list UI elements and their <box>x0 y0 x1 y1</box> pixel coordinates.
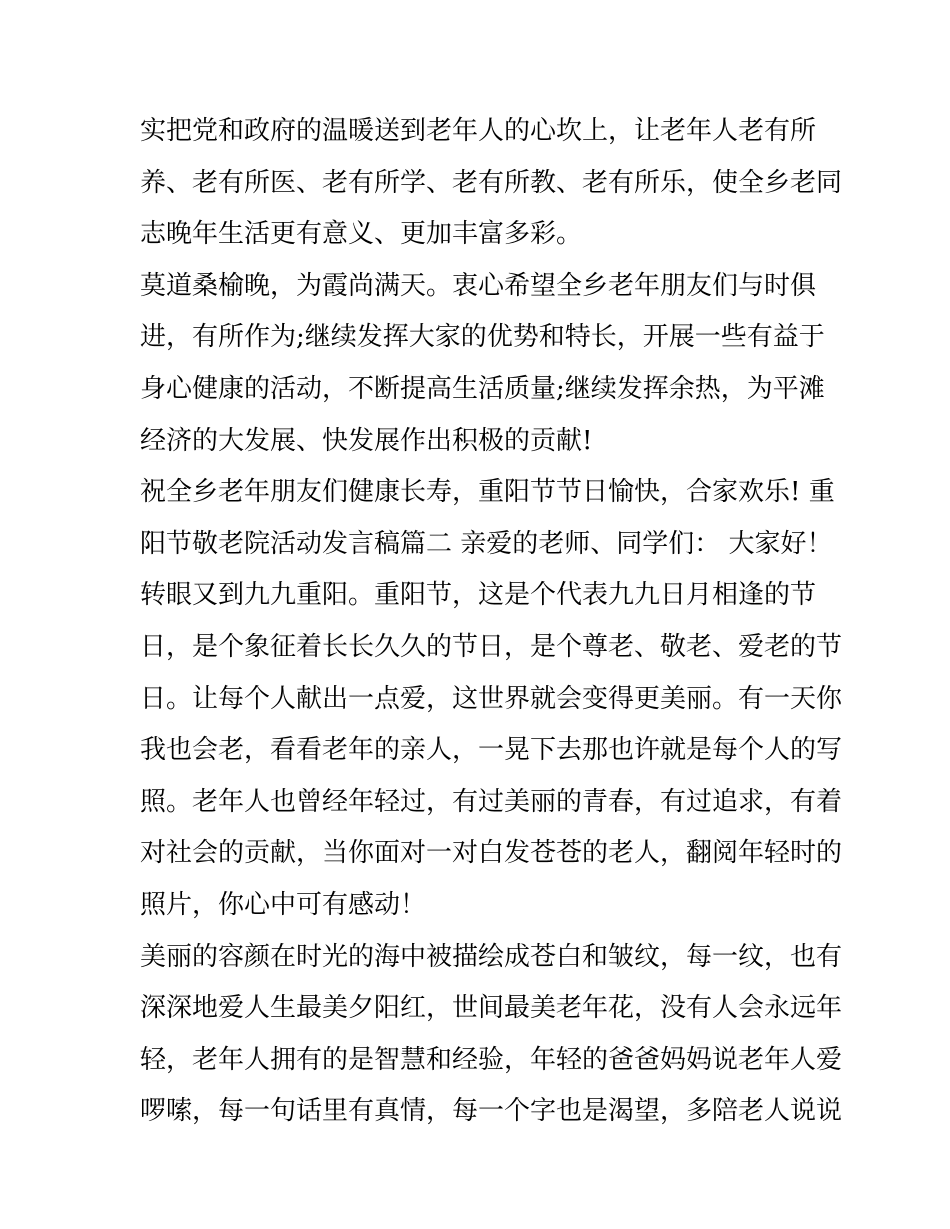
text-line: 对社会的贡献，当你面对一对白发苍苍的老人，翻阅年轻时的 <box>140 838 843 869</box>
text-line: 身心健康的活动，不断提高生活质量;继续发挥余热，为平滩 <box>140 373 825 404</box>
text-line: 照。老年人也曾经年轻过，有过美丽的青春，有过追求，有着 <box>140 786 843 817</box>
text-line: 深深地爱人生最美夕阳红，世间最美老年花，没有人会永远年 <box>140 993 843 1024</box>
text-line: 养、老有所医、老有所学、老有所教、老有所乐，使全乡老同 <box>140 167 843 198</box>
text-line: 日。让每个人献出一点爱，这世界就会变得更美丽。有一天你 <box>140 683 843 714</box>
text-line: 日，是个象征着长长久久的节日，是个尊老、敬老、爱老的节 <box>140 631 843 662</box>
document-body <box>140 106 843 1138</box>
text-line: 实把党和政府的温暖送到老年人的心坎上，让老年人老有所 <box>140 116 817 146</box>
text-line: 轻，老年人拥有的是智慧和经验，年轻的爸爸妈妈说老年人爱 <box>140 1044 843 1075</box>
text-line: 照片，你心中可有感动！ <box>140 889 427 920</box>
text-line: 阳节敬老院活动发言稿篇二 亲爱的老师、同学们： 大家好！ <box>140 528 833 559</box>
text-line: 我也会老，看看老年的亲人，一晃下去那也许就是每个人的写 <box>140 735 843 766</box>
text-line: 经济的大发展、快发展作出积极的贡献! <box>140 425 593 456</box>
text-line: 啰嗦，每一句话里有真情，每一个字也是渴望，多陪老人说说 <box>140 1096 843 1127</box>
text-line: 进，有所作为;继续发挥大家的优势和特长，开展一些有益于 <box>140 322 825 353</box>
text-line: 志晚年生活更有意义、更加丰富多彩。 <box>140 219 583 250</box>
text-line: 祝全乡老年朋友们健康长寿，重阳节节日愉快，合家欢乐! 重 <box>140 477 835 508</box>
text-line: 莫道桑榆晚，为霞尚满天。衷心希望全乡老年朋友们与时俱 <box>140 270 817 301</box>
text-line: 美丽的容颜在时光的海中被描绘成苍白和皱纹，每一纹，也有 <box>140 941 843 972</box>
text-line: 转眼又到九九重阳。重阳节，这是个代表九九日月相逢的节 <box>140 580 817 611</box>
